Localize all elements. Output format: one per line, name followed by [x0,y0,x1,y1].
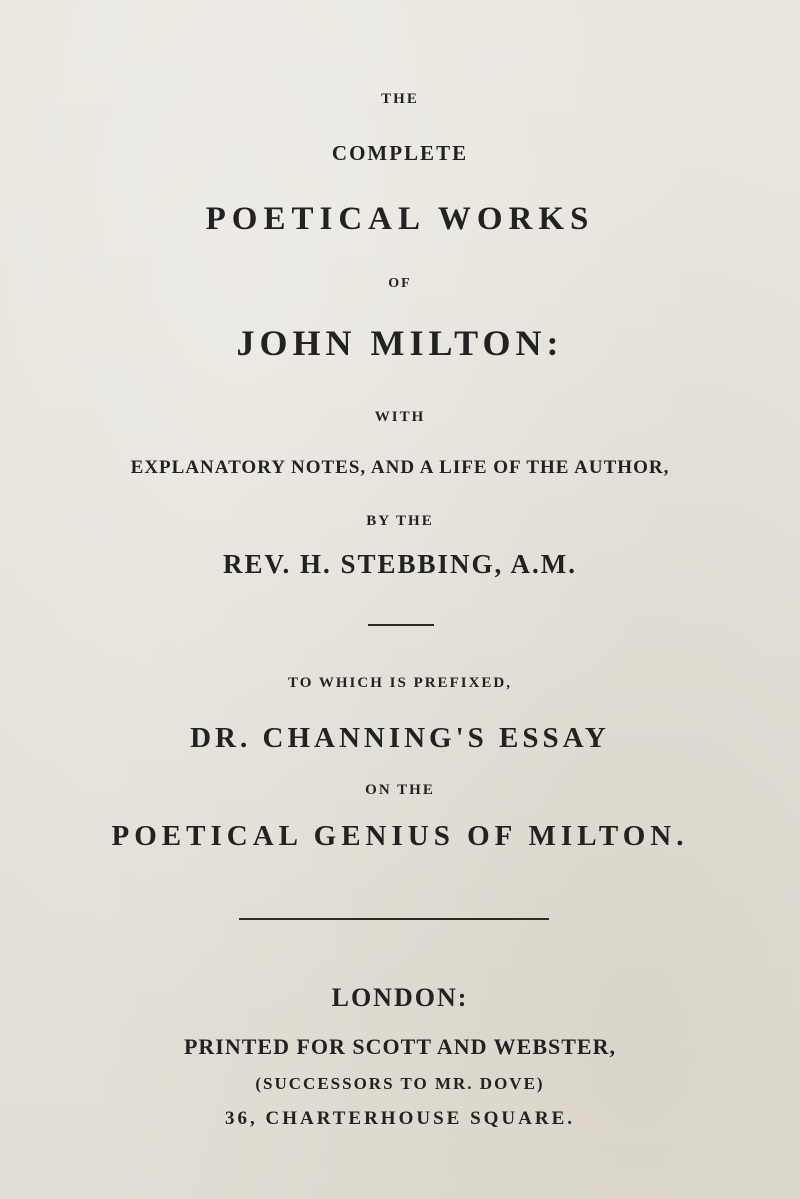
with-word: WITH [374,409,426,425]
essay-title: POETICAL GENIUS OF MILTON. [111,820,689,852]
imprint-address: 36, CHARTERHOUSE SQUARE. [224,1108,576,1129]
imprint-printer: PRINTED FOR SCOTT AND WEBSTER, [183,1034,616,1059]
by-the: BY THE [366,513,434,529]
the-heading: THE [381,91,419,107]
author-name: JOHN MILTON: [236,323,564,363]
on-the: ON THE [365,782,435,798]
prefix-note: TO WHICH IS PREFIXED, [288,675,512,691]
imprint-city: LONDON: [331,983,469,1012]
editor-name: REV. H. STEBBING, A.M. [222,549,578,579]
subtitle: EXPLANATORY NOTES, AND A LIFE OF THE AUTHOR, [130,457,670,478]
of-word: OF [388,276,412,291]
short-divider [368,624,434,626]
long-divider [239,918,549,920]
essay-author: DR. CHANNING'S ESSAY [190,722,610,754]
complete-heading: COMPLETE [331,141,469,165]
main-title: POETICAL WORKS [205,201,595,237]
imprint-successors: (SUCCESSORS TO MR. DOVE) [255,1074,545,1093]
